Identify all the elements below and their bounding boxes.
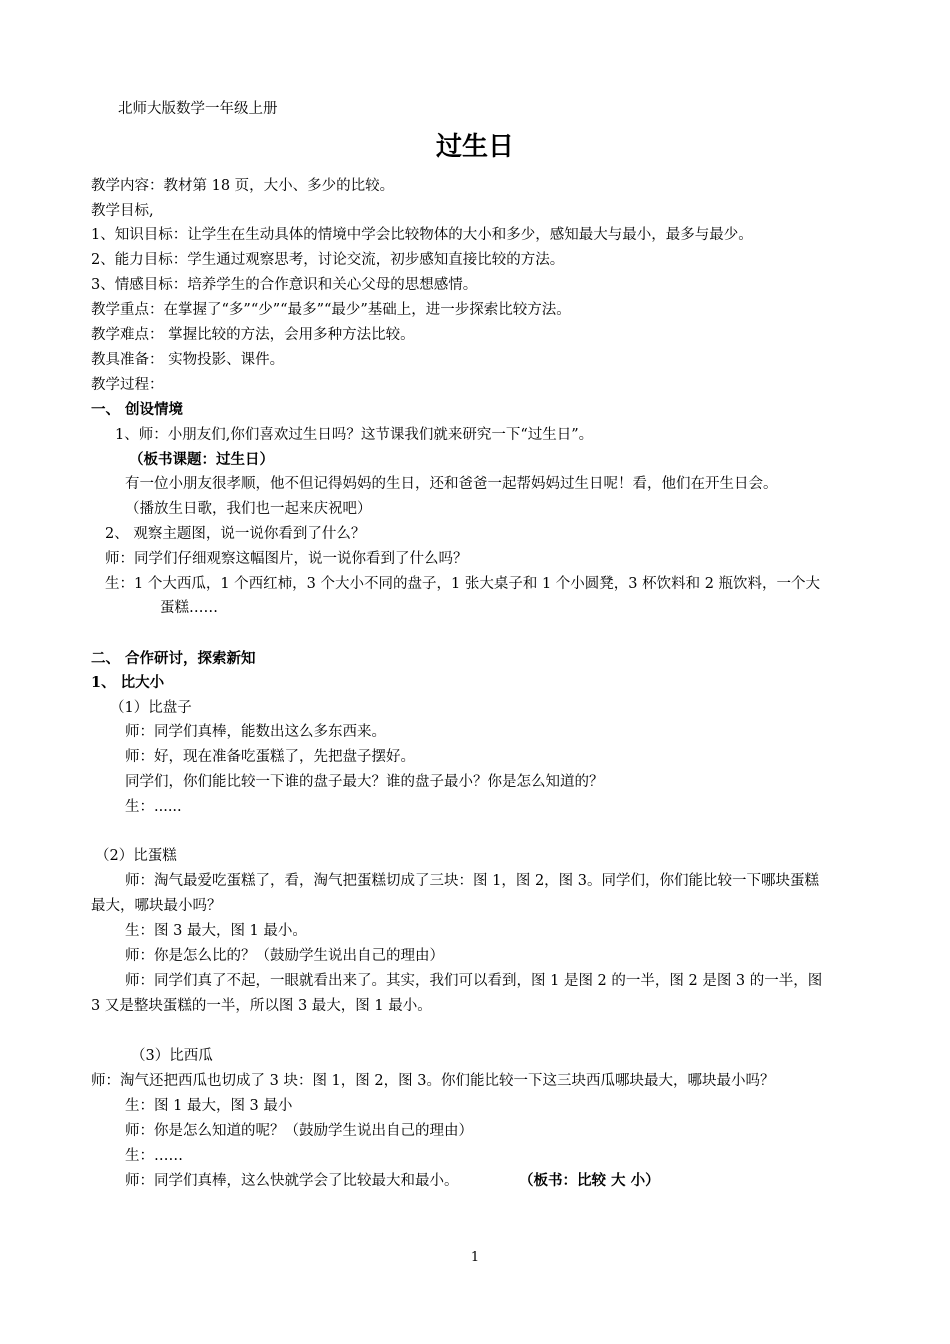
paragraph: 师：你是怎么知道的呢？（鼓励学生说出自己的理由） bbox=[125, 1123, 473, 1139]
teaching-goals-heading: 教学目标, bbox=[91, 203, 154, 219]
item-heading: （3）比西瓜 bbox=[131, 1048, 213, 1064]
paragraph: 有一位小朋友很孝顺，他不但记得妈妈的生日，还和爸爸一起帮妈妈过生日呢！看，他们在开生日会。 bbox=[125, 476, 778, 492]
paragraph: 2、 观察主题图，说一说你看到了什么？ bbox=[105, 526, 366, 542]
goal-ability: 2、能力目标：学生通过观察思考，讨论交流，初步感知直接比较的方法。 bbox=[91, 252, 565, 268]
process-heading: 教学过程： bbox=[91, 377, 164, 393]
paragraph: 生：1 个大西瓜，1 个西红柿，3 个大小不同的盘子，1 张大桌子和 1 个小圆凳，3 杯饮料和 2 瓶饮料，一个大 bbox=[105, 576, 821, 592]
paragraph: 师：你是怎么比的？（鼓励学生说出自己的理由） bbox=[125, 948, 444, 964]
board-note: （板书课题：过生日） bbox=[129, 451, 274, 468]
paragraph: 师：同学们真棒，这么快就学会了比较最大和最小。 bbox=[125, 1173, 459, 1189]
item-heading: （2）比蛋糕 bbox=[95, 848, 177, 864]
page-number: 1 bbox=[470, 1250, 480, 1265]
page-title: 过生日 bbox=[435, 132, 514, 162]
paragraph: 最大，哪块最小吗？ bbox=[91, 898, 222, 914]
paragraph: 生：图 1 最大，图 3 最小 bbox=[125, 1098, 293, 1114]
goal-knowledge: 1、知识目标：让学生在生动具体的情境中学会比较物体的大小和多少，感知最大与最小，最多与最少。 bbox=[91, 227, 753, 243]
section-1-heading: 一、 创设情境 bbox=[91, 401, 184, 418]
paragraph: 师：同学们仔细观察这幅图片，说一说你看到了什么吗？ bbox=[105, 551, 468, 567]
paragraph: 师：同学们真了不起，一眼就看出来了。其实，我们可以看到，图 1 是图 2 的一半，图 2 是图 3 的一半，图 bbox=[125, 973, 823, 989]
item-heading: （1）比盘子 bbox=[110, 700, 192, 716]
paragraph: 生：图 3 最大，图 1 最小。 bbox=[125, 923, 307, 939]
paragraph: 师：好，现在准备吃蛋糕了，先把盘子摆好。 bbox=[125, 749, 415, 765]
paragraph: 生：...... bbox=[125, 799, 182, 815]
teaching-content: 教学内容：教材第 18 页，大小、多少的比较。 bbox=[91, 178, 395, 194]
paragraph: （播放生日歌，我们也一起来庆祝吧） bbox=[125, 501, 372, 517]
paragraph: 师：淘气最爱吃蛋糕了，看，淘气把蛋糕切成了三块：图 1，图 2，图 3。同学们，你们能比较一下哪块蛋糕 bbox=[125, 873, 819, 889]
key-point: 教学重点：在掌握了“多”“少”“最多”“最少”基础上，进一步探索比较方法。 bbox=[91, 302, 571, 318]
goal-emotion: 3、情感目标：培养学生的合作意识和关心父母的思想感情。 bbox=[91, 277, 478, 293]
paragraph: 师：同学们真棒，能数出这么多东西来。 bbox=[125, 724, 386, 740]
paragraph: 3 又是整块蛋糕的一半，所以图 3 最大，图 1 最小。 bbox=[91, 998, 432, 1014]
paragraph: 1、师：小朋友们,你们喜欢过生日吗？这节课我们就来研究一下“过生日”。 bbox=[115, 427, 594, 443]
materials: 教具准备： 实物投影、课件。 bbox=[91, 352, 285, 368]
header-text: 北师大版数学一年级上册 bbox=[118, 101, 278, 117]
paragraph: 师：淘气还把西瓜也切成了 3 块：图 1，图 2，图 3。你们能比较一下这三块西瓜哪块最大，哪块最小吗？ bbox=[91, 1073, 775, 1089]
paragraph: 同学们，你们能比较一下谁的盘子最大？谁的盘子最小？你是怎么知道的？ bbox=[125, 774, 604, 790]
section-2-heading: 二、 合作研讨，探索新知 bbox=[91, 650, 256, 667]
paragraph: 蛋糕…… bbox=[160, 600, 218, 616]
board-note: （板书：比较 大 小） bbox=[519, 1172, 660, 1189]
paragraph: 生：…… bbox=[125, 1148, 183, 1164]
subsection-heading: 1、 比大小 bbox=[91, 674, 165, 691]
difficulty: 教学难点： 掌握比较的方法，会用多种方法比较。 bbox=[91, 327, 415, 343]
